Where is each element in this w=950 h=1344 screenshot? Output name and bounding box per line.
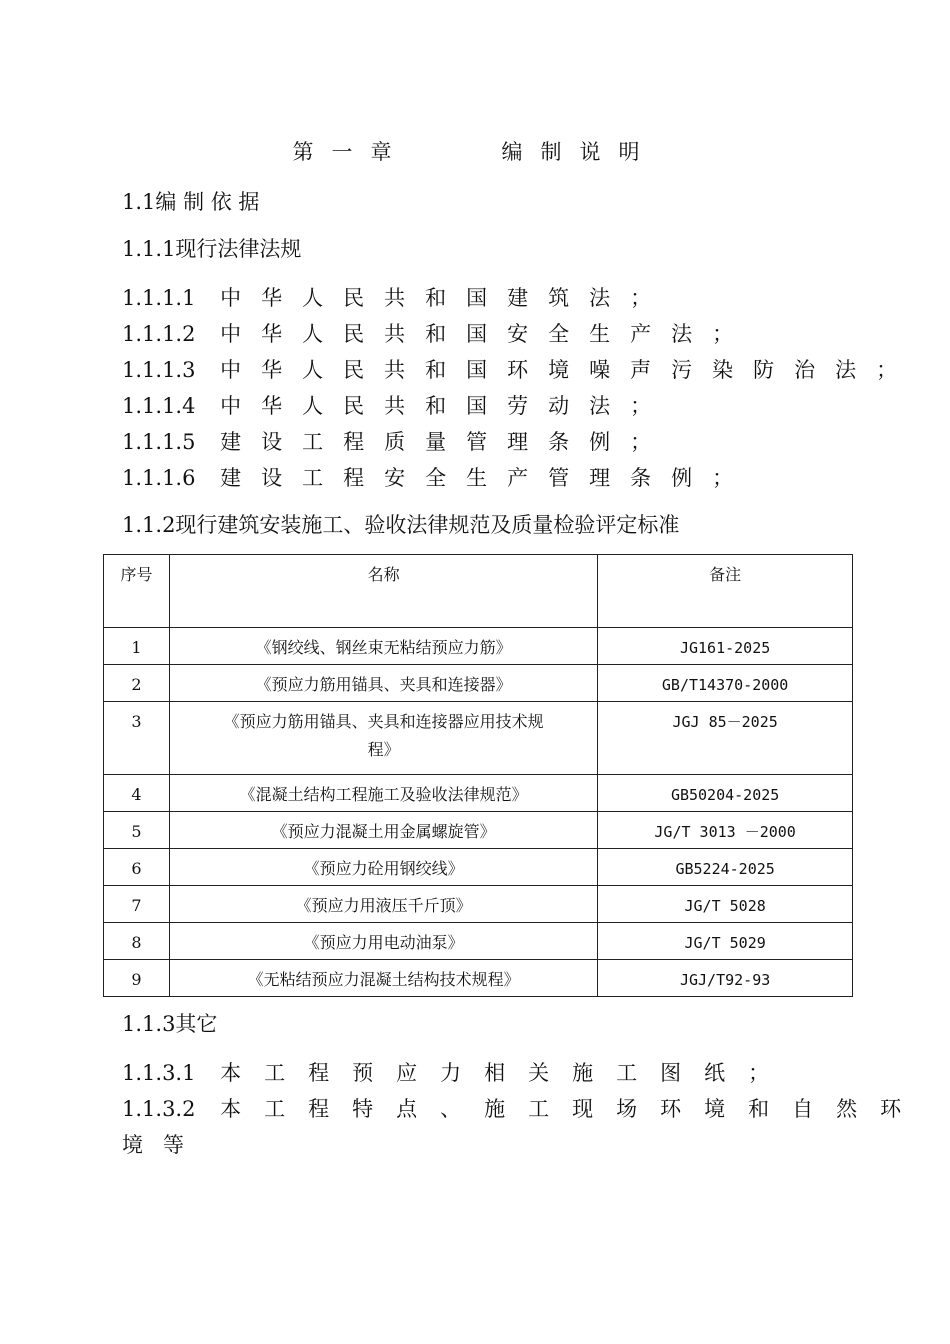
other-item-number: 1.1.3.1 — [122, 1061, 196, 1085]
cell-note: JGJ 85－2025 — [598, 702, 853, 775]
cell-name: 《钢绞线、钢丝束无粘结预应力筋》 — [169, 628, 597, 665]
cell-name: 《预应力砼用钢绞线》 — [169, 849, 597, 886]
cell-note: JG/T 5029 — [598, 923, 853, 960]
law-item-number: 1.1.1.3 — [122, 358, 196, 382]
header-cell-no: 序号 — [104, 555, 170, 628]
cell-no: 7 — [104, 886, 170, 923]
table-row — [104, 886, 853, 923]
section-heading-1-1: 1.1编 制 依 据 — [122, 190, 260, 214]
cell-name-line-2: 程》 — [367, 740, 400, 759]
law-item — [122, 282, 671, 312]
section-heading-1-1-1: 1.1.1现行法律法规 — [122, 237, 302, 261]
table-row — [104, 775, 853, 812]
cell-name: 《无粘结预应力混凝土结构技术规程》 — [169, 960, 597, 997]
cell-note: GB50204-2025 — [598, 775, 853, 812]
cell-no: 4 — [104, 775, 170, 812]
section-heading-1-1-3: 1.1.3其它 — [122, 1012, 218, 1036]
cell-name: 《预应力混凝土用金属螺旋管》 — [169, 812, 597, 849]
other-item — [122, 1057, 792, 1087]
law-item-number: 1.1.1.1 — [122, 286, 196, 310]
law-item-text: 中华人民共和国安全生产法； — [220, 322, 754, 346]
cell-note: GB/T14370-2000 — [598, 665, 853, 702]
cell-name: 《混凝土结构工程施工及验收法律规范》 — [169, 775, 597, 812]
chapter-heading — [0, 136, 950, 166]
law-item-number: 1.1.1.6 — [122, 466, 196, 490]
law-item — [122, 462, 753, 492]
cell-note: JG/T 3013 －2000 — [598, 812, 853, 849]
cell-name-line-1: 《预应力筋用锚具、夹具和连接器应用技术规 — [223, 712, 544, 731]
law-item-number: 1.1.1.4 — [122, 394, 196, 418]
table-row — [104, 812, 853, 849]
cell-no: 6 — [104, 849, 170, 886]
header-cell-note: 备注 — [598, 555, 853, 628]
other-item-number: 1.1.3.2 — [122, 1097, 196, 1121]
header-cell-name: 名称 — [169, 555, 597, 628]
law-item — [122, 318, 753, 348]
law-item-text: 建设工程质量管理条例； — [220, 430, 672, 454]
other-item — [122, 1093, 924, 1123]
cell-name — [169, 702, 597, 775]
cell-name: 《预应力筋用锚具、夹具和连接器》 — [169, 665, 597, 702]
law-item-text: 中华人民共和国劳动法； — [220, 394, 672, 418]
table-row — [104, 960, 853, 997]
law-item — [122, 390, 671, 420]
chapter-number: 第一章 — [292, 140, 410, 164]
table-row — [104, 923, 853, 960]
table-row — [104, 628, 853, 665]
cell-no: 1 — [104, 628, 170, 665]
law-item-text: 中华人民共和国环境噪声污染防治法； — [220, 358, 918, 382]
law-item — [122, 426, 671, 456]
table-header-row — [104, 555, 853, 628]
cell-note: JG/T 5028 — [598, 886, 853, 923]
law-item-number: 1.1.1.2 — [122, 322, 196, 346]
law-item — [122, 354, 917, 384]
law-item-text: 建设工程安全生产管理条例； — [220, 466, 754, 490]
standards-table — [103, 554, 853, 997]
law-item-text: 中华人民共和国建筑法； — [220, 286, 672, 310]
cell-note: GB5224-2025 — [598, 849, 853, 886]
cell-no: 2 — [104, 665, 170, 702]
cell-name: 《预应力用液压千斤顶》 — [169, 886, 597, 923]
cell-no: 5 — [104, 812, 170, 849]
table-row — [104, 702, 853, 775]
other-item-text: 本工程特点、施工现场环境和自然环 — [220, 1097, 925, 1121]
other-item-text: 本工程预应力相关施工图纸； — [220, 1061, 793, 1085]
law-item-number: 1.1.1.5 — [122, 430, 196, 454]
other-item-continuation: 境等 — [122, 1133, 204, 1157]
table-row — [104, 665, 853, 702]
table-row — [104, 849, 853, 886]
cell-name: 《预应力用电动油泵》 — [169, 923, 597, 960]
chapter-title: 编制说明 — [501, 140, 658, 164]
cell-no: 3 — [104, 702, 170, 775]
cell-no: 9 — [104, 960, 170, 997]
cell-no: 8 — [104, 923, 170, 960]
cell-note: JG161-2025 — [598, 628, 853, 665]
cell-note: JGJ/T92-93 — [598, 960, 853, 997]
section-heading-1-1-2: 1.1.2现行建筑安装施工、验收法律规范及质量检验评定标准 — [122, 513, 680, 537]
